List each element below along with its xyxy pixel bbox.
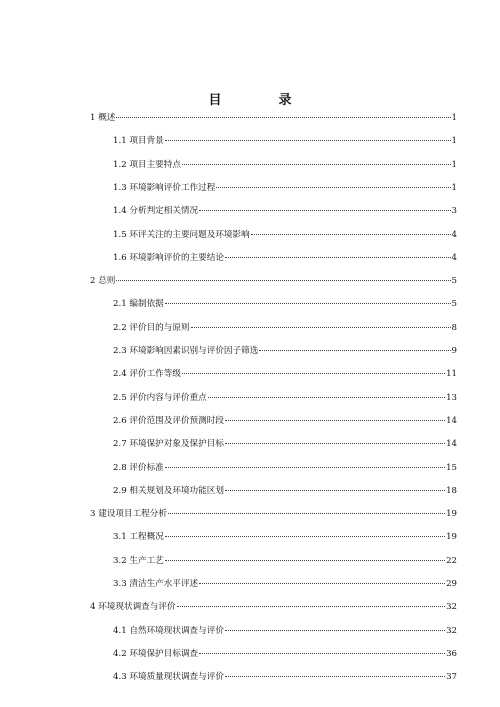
toc-entry-page-number: 22 (446, 555, 457, 566)
dot-leader (168, 513, 445, 514)
dot-leader (165, 536, 445, 537)
toc-entry-label: 2.8 评价标准 (113, 462, 164, 473)
toc-entry-page-number: 29 (446, 579, 457, 589)
toc-entry-page-number: 9 (451, 346, 457, 356)
toc-entry-label: 2.7 环境保护对象及保护目标 (113, 439, 224, 450)
toc-title: 目 录 (208, 93, 314, 108)
toc-entry-label: 1.6 环境影响评价的主要结论 (113, 252, 224, 263)
toc-entry-page-number: 18 (446, 485, 457, 496)
toc-entry[interactable] (90, 112, 457, 124)
toc-entry[interactable] (113, 252, 457, 264)
dot-leader (225, 490, 445, 491)
toc-entry[interactable] (113, 368, 457, 380)
toc-entry-page-number: 14 (446, 439, 457, 450)
dot-leader (116, 117, 450, 118)
toc-entry-page-number: 5 (451, 276, 457, 287)
dot-leader (165, 140, 451, 141)
toc-entry-page-number: 37 (446, 672, 457, 683)
toc-entry-label: 2.9 相关规划及环境功能区划 (113, 485, 224, 496)
dot-leader (199, 583, 445, 584)
toc-entry-label: 1.1 项目背景 (113, 136, 164, 147)
toc-entry-page-number: 11 (446, 369, 457, 380)
toc-entry-page-number: 1 (451, 182, 457, 193)
toc-entry-label: 2.1 编制依据 (113, 299, 164, 310)
dot-leader (165, 303, 451, 304)
toc-entry-page-number: 32 (446, 602, 457, 613)
toc-entry[interactable] (113, 135, 457, 147)
toc-entry-label: 1.5 环评关注的主要问题及环境影响 (113, 229, 250, 240)
dot-leader (208, 397, 445, 398)
toc-entry[interactable] (113, 462, 457, 474)
toc-entry-page-number: 13 (446, 392, 457, 403)
toc-entry[interactable] (113, 392, 457, 404)
dot-leader (216, 187, 450, 188)
dot-leader (225, 676, 445, 677)
toc-entry-label: 3 建设项目工程分析 (90, 509, 167, 520)
dot-leader (259, 350, 450, 351)
toc-entry-label: 3.2 生产工艺 (113, 555, 164, 566)
dot-leader (199, 653, 445, 654)
dot-leader (177, 606, 446, 607)
toc-entry[interactable] (113, 182, 457, 194)
toc-entry[interactable] (113, 205, 457, 217)
toc-entry-label: 1 概述 (90, 113, 116, 123)
toc-entry-label: 2.4 评价工作等级 (113, 369, 181, 380)
toc-entry-page-number: 3 (451, 206, 457, 217)
toc-entry[interactable] (113, 531, 457, 543)
toc-entry[interactable] (113, 159, 457, 171)
toc-entry[interactable] (90, 508, 457, 520)
toc-entry-label: 1.2 项目主要特点 (113, 159, 181, 170)
toc-entry-page-number: 1 (451, 159, 457, 170)
toc-entry[interactable] (113, 485, 457, 497)
toc-entry-label: 4 环境现状调查与评价 (90, 602, 176, 613)
toc-entry-page-number: 5 (451, 299, 457, 310)
toc-entry-label: 2 总则 (90, 276, 116, 287)
dot-leader (199, 210, 450, 211)
toc-entry-page-number: 8 (451, 322, 457, 333)
toc-entry[interactable] (113, 555, 457, 567)
toc-entry[interactable] (113, 625, 457, 637)
toc-entry-label: 4.2 环境保护目标调查 (113, 648, 199, 659)
dot-leader (165, 467, 445, 468)
toc-entry-label: 4.3 环境质量现状调查与评价 (113, 672, 224, 683)
toc-entry[interactable] (113, 298, 457, 310)
toc-entry-label: 3.1 工程概况 (113, 532, 164, 543)
dot-leader (116, 280, 450, 281)
toc-entry-page-number: 1 (451, 113, 457, 123)
toc-entry[interactable] (90, 275, 457, 287)
toc-entry-label: 2.5 评价内容与评价重点 (113, 392, 207, 403)
toc-entry-page-number: 32 (446, 625, 457, 636)
toc-entry[interactable] (113, 345, 457, 357)
toc-entry-label: 2.3 环境影响因素识别与评价因子筛选 (113, 346, 259, 356)
toc-entry-page-number: 4 (451, 229, 457, 240)
toc-entry-label: 2.6 评价范围及评价预测时段 (113, 415, 224, 426)
toc-entry-label: 2.2 评价目的与原则 (113, 322, 190, 333)
toc-entry-label: 1.4 分析判定相关情况 (113, 206, 199, 217)
toc-entry-page-number: 19 (446, 509, 457, 520)
toc-entry[interactable] (90, 601, 457, 613)
toc-entry-page-number: 36 (446, 648, 457, 659)
toc-entry-page-number: 14 (446, 415, 457, 426)
toc-entry[interactable] (113, 322, 457, 334)
dot-leader (225, 630, 445, 631)
dot-leader (225, 443, 445, 444)
toc-entry-page-number: 19 (446, 532, 457, 543)
toc-entry[interactable] (113, 671, 457, 683)
toc-entry-page-number: 4 (451, 252, 457, 263)
toc-entry-label: 4.1 自然环境现状调查与评价 (113, 625, 224, 636)
toc-entry[interactable] (113, 229, 457, 241)
toc-entry-page-number: 1 (451, 136, 457, 147)
dot-leader (225, 257, 451, 258)
toc-entry[interactable] (113, 578, 457, 590)
dot-leader (182, 164, 451, 165)
toc-entry[interactable] (113, 648, 457, 660)
dot-leader (182, 373, 445, 374)
toc-entry[interactable] (113, 438, 457, 450)
dot-leader (165, 560, 445, 561)
toc-entry-label: 1.3 环境影响评价工作过程 (113, 182, 216, 193)
dot-leader (191, 327, 451, 328)
dot-leader (251, 234, 451, 235)
toc-entry-label: 3.3 清洁生产水平评述 (113, 579, 199, 589)
toc-entry-page-number: 15 (446, 462, 457, 473)
toc-entry[interactable] (113, 415, 457, 427)
dot-leader (225, 420, 445, 421)
